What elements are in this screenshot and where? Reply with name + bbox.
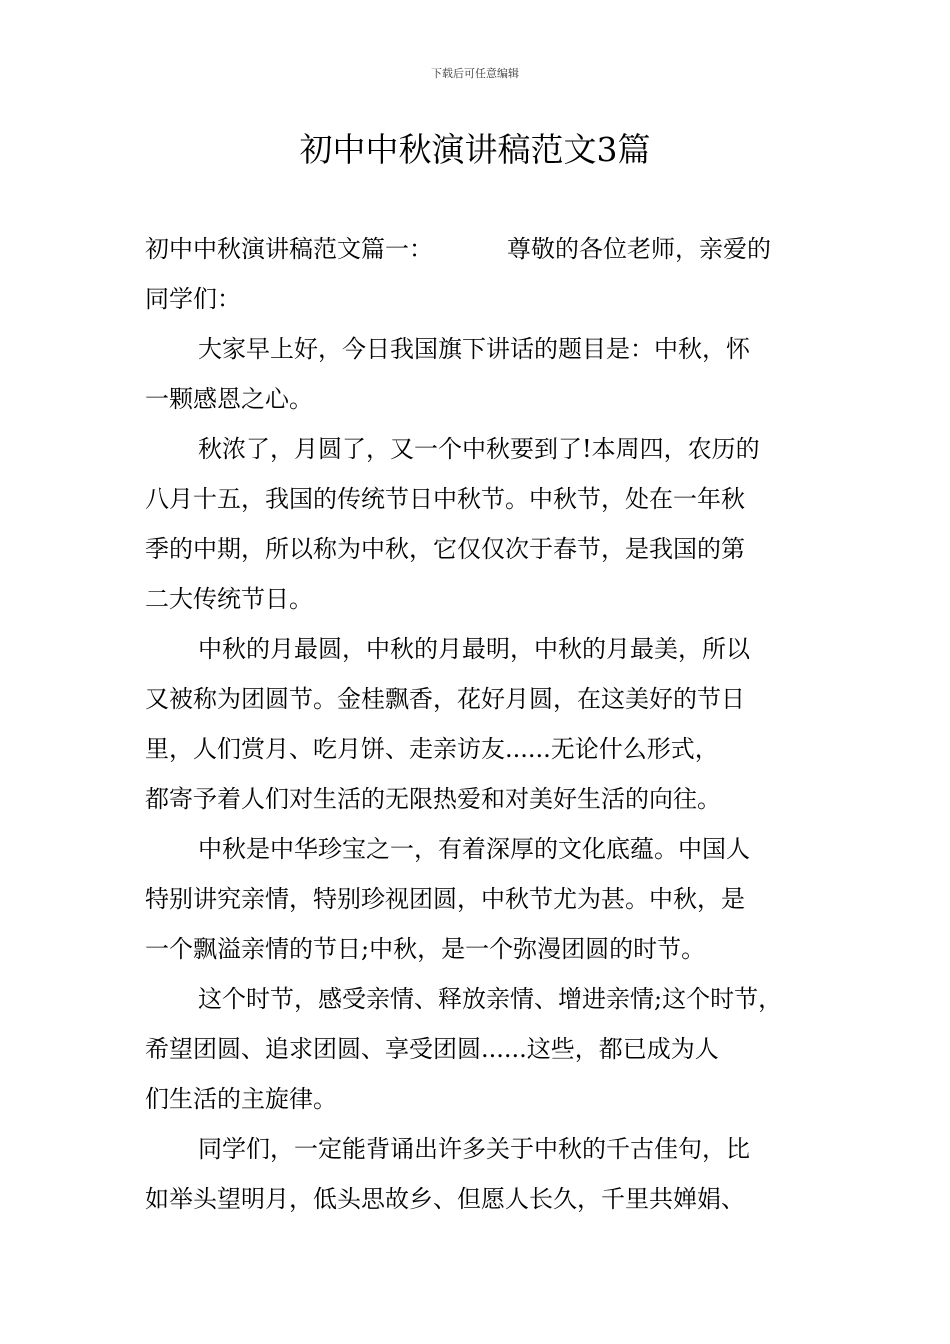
body-line: 都寄予着人们对生活的无限热爱和对美好生活的向往。 <box>145 785 721 813</box>
body-line: 季的中期，所以称为中秋，它仅仅次于春节，是我国的第 <box>145 535 745 563</box>
body-line: 里，人们赏月、吃月饼、走亲访友......无论什么形式， <box>145 735 719 763</box>
salutation: 尊敬的各位老师，亲爱的 <box>507 235 771 263</box>
body-line: 希望团圆、追求团圆、享受团圆......这些，都已成为人 <box>145 1035 719 1063</box>
body-line: 大家早上好，今日我国旗下讲话的题目是：中秋，怀 <box>198 335 750 363</box>
body-line: 秋浓了，月圆了，又一个中秋要到了!本周四，农历的 <box>198 435 760 463</box>
document-body <box>145 224 807 1224</box>
document-title: 初中中秋演讲稿范文3篇 <box>299 130 651 169</box>
page-header-note: 下载后可任意编辑 <box>431 67 519 80</box>
body-line: 同学们，一定能背诵出许多关于中秋的千古佳句，比 <box>198 1135 750 1163</box>
body-line: 二大传统节日。 <box>145 585 313 613</box>
body-line: 一颗感恩之心。 <box>145 385 313 413</box>
body-line: 同学们： <box>145 285 241 313</box>
body-line: 中秋是中华珍宝之一，有着深厚的文化底蕴。中国人 <box>198 835 750 863</box>
section-heading: 初中中秋演讲稿范文篇一： <box>145 235 433 263</box>
body-line: 如举头望明月，低头思故乡、但愿人长久，千里共婵娟、 <box>145 1185 745 1213</box>
body-line: 们生活的主旋律。 <box>145 1085 337 1113</box>
body-line <box>145 224 807 274</box>
body-line: 八月十五，我国的传统节日中秋节。中秋节，处在一年秋 <box>145 485 745 513</box>
body-line: 一个飘溢亲情的节日;中秋，是一个弥漫团圆的时节。 <box>145 935 706 963</box>
body-line: 这个时节，感受亲情、释放亲情、增进亲情;这个时节， <box>198 985 783 1013</box>
body-line: 特别讲究亲情，特别珍视团圆，中秋节尤为甚。中秋，是 <box>145 885 745 913</box>
body-line: 又被称为团圆节。金桂飘香，花好月圆，在这美好的节日 <box>145 685 745 713</box>
body-line: 中秋的月最圆，中秋的月最明，中秋的月最美，所以 <box>198 635 750 663</box>
